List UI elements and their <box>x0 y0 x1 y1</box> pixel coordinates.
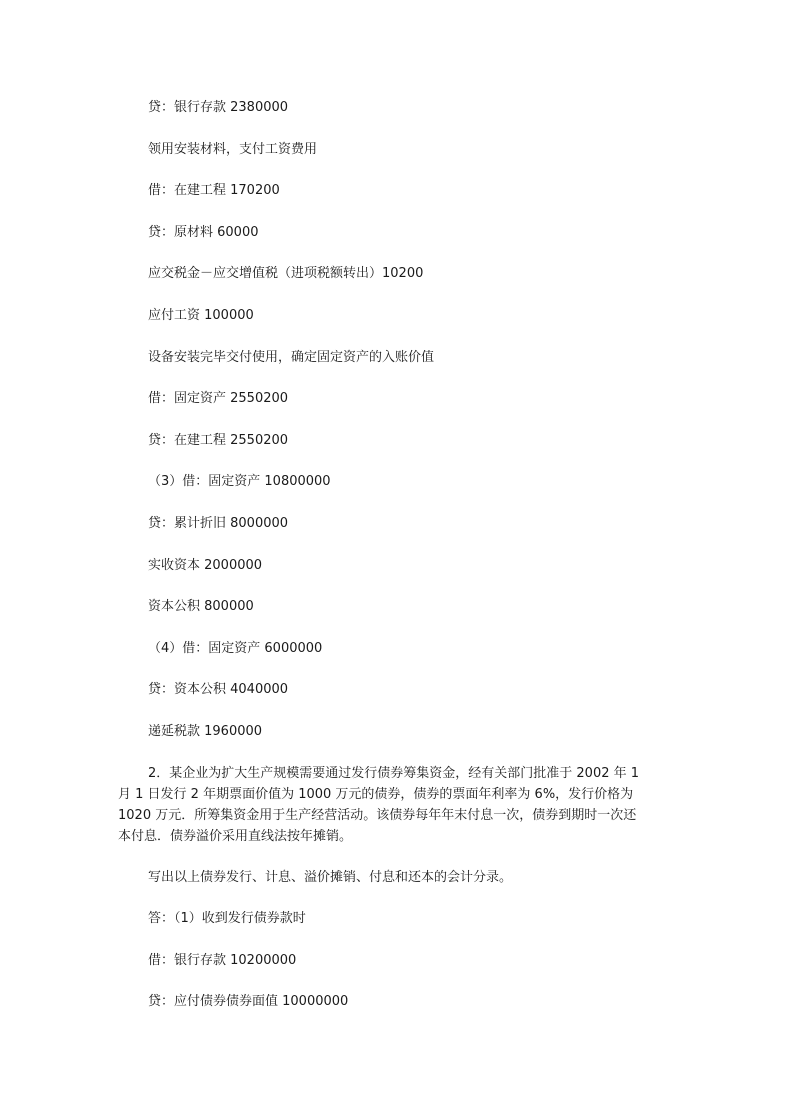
entry-line: 贷：累计折旧 8000000 <box>148 516 289 531</box>
entry-line: 借：银行存款 10200000 <box>148 953 297 968</box>
entry-line: 递延税款 1960000 <box>148 724 263 739</box>
paragraph-line: 本付息．债券溢价采用直线法按年摊销。 <box>118 829 353 844</box>
entry-line: 设备安装完毕交付使用，确定固定资产的入账价值 <box>148 350 435 365</box>
paragraph-line: 1020 万元．所筹集资金用于生产经营活动。该债券每年年末付息一次，债券到期时一次还 <box>118 808 637 823</box>
entry-line: 借：在建工程 170200 <box>148 183 280 198</box>
entry-line: 应交税金－应交增值税（进项税额转出）10200 <box>148 266 424 281</box>
answer-line: 答：（1）收到发行债券款时 <box>148 911 306 926</box>
question-paragraph <box>118 763 678 847</box>
entry-line: 应付工资 100000 <box>148 308 254 323</box>
entry-line: 领用安装材料，支付工资费用 <box>148 142 318 157</box>
entry-line: （3）借：固定资产 10800000 <box>148 474 331 489</box>
paragraph-line: 2．某企业为扩大生产规模需要通过发行债券筹集资金，经有关部门批准于 2002 年 1 <box>148 766 640 781</box>
instruction-line: 写出以上债券发行、计息、溢价摊销、付息和还本的会计分录。 <box>148 870 513 885</box>
entry-line: （4）借：固定资产 6000000 <box>148 641 323 656</box>
entry-line: 资本公积 800000 <box>148 599 254 614</box>
entry-line: 借：固定资产 2550200 <box>148 391 289 406</box>
entry-line: 贷：银行存款 2380000 <box>148 100 289 115</box>
entry-line: 贷：资本公积 4040000 <box>148 682 289 697</box>
entry-line: 贷：原材料 60000 <box>148 225 259 240</box>
paragraph-line: 月 1 日发行 2 年期票面价值为 1000 万元的债券，债券的票面年利率为 6%，发行价格为 <box>118 787 634 802</box>
entry-line: 实收资本 2000000 <box>148 558 263 573</box>
entry-line: 贷：在建工程 2550200 <box>148 433 289 448</box>
entry-line: 贷：应付债券债券面值 10000000 <box>148 994 349 1009</box>
